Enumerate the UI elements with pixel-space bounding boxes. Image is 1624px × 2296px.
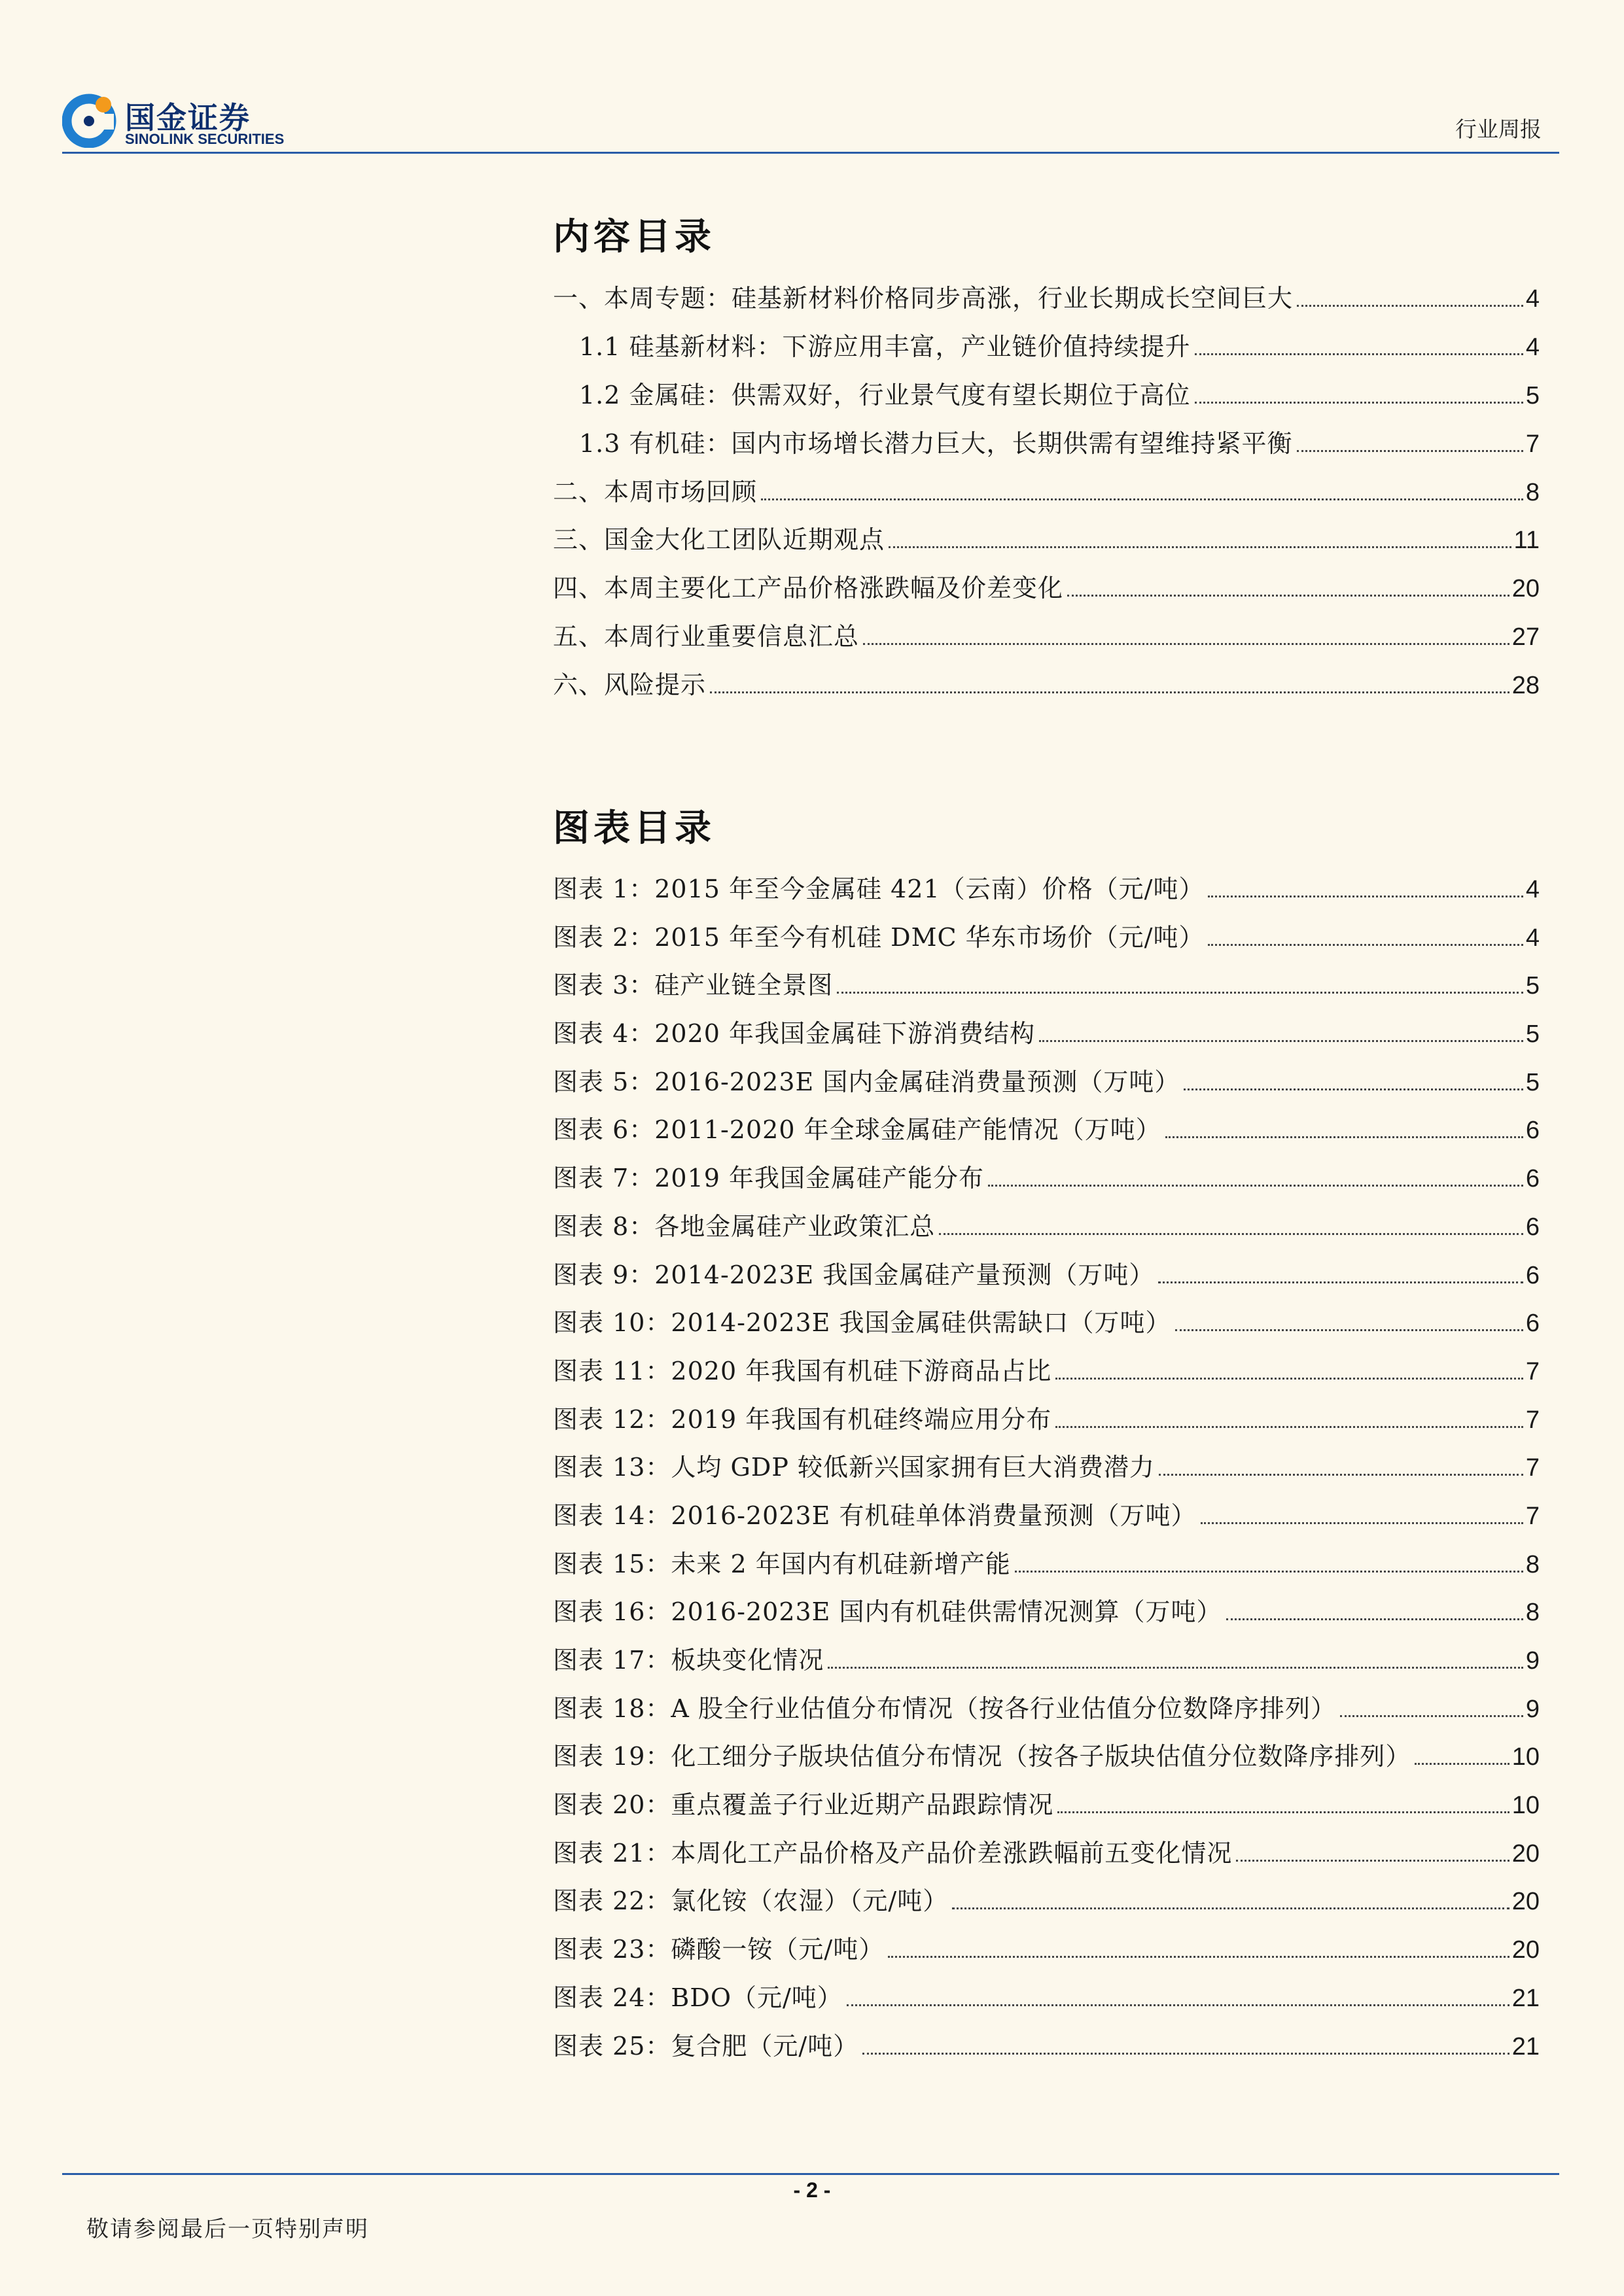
contents-entry[interactable]	[553, 568, 1540, 616]
chart-entry[interactable]	[553, 965, 1540, 1013]
chart-entry[interactable]	[553, 1109, 1540, 1158]
dot-leader	[1055, 1378, 1523, 1380]
dot-leader	[1297, 305, 1523, 307]
dot-leader	[1208, 896, 1523, 897]
dot-leader	[710, 691, 1509, 693]
chart-entry[interactable]	[553, 1688, 1540, 1737]
contents-entry[interactable]	[553, 519, 1540, 568]
entry-page-number[interactable]: 7	[1525, 1406, 1540, 1434]
dot-leader	[1015, 1571, 1523, 1573]
sinolink-logo-icon	[62, 92, 118, 148]
entry-title[interactable]: 1.3 有机硅：国内市场增长潜力巨大，长期供需有望维持紧平衡	[579, 428, 1293, 458]
entry-page-number[interactable]: 28	[1511, 672, 1540, 700]
entry-page-number[interactable]: 4	[1525, 924, 1540, 952]
entry-page-number[interactable]: 9	[1525, 1695, 1540, 1723]
entry-title[interactable]: 图表 6：2011-2020 年全球金属硅产能情况（万吨）	[553, 1115, 1161, 1145]
entry-page-number[interactable]: 8	[1525, 1599, 1540, 1627]
contents-list	[553, 278, 1540, 713]
chart-entry[interactable]	[553, 869, 1540, 917]
disclaimer-text: 敬请参阅最后一页特别声明	[86, 2216, 369, 2242]
dot-leader	[1165, 1136, 1523, 1138]
chart-entry[interactable]	[553, 1158, 1540, 1206]
chart-entry[interactable]	[553, 917, 1540, 965]
entry-page-number[interactable]: 20	[1511, 1936, 1540, 1964]
entry-title[interactable]: 图表 3：硅产业链全景图	[553, 971, 834, 1000]
entry-title[interactable]: 图表 14：2016-2023E 有机硅单体消费量预测（万吨）	[553, 1501, 1197, 1530]
dot-leader	[1236, 1860, 1509, 1862]
chart-entry[interactable]	[553, 2026, 1540, 2074]
chart-entry[interactable]	[553, 1640, 1540, 1688]
entry-page-number[interactable]: 20	[1511, 1888, 1540, 1916]
entry-title[interactable]: 一、本周专题：硅基新材料价格同步高涨，行业长期成长空间巨大	[553, 284, 1294, 313]
entry-title[interactable]: 图表 25：复合肥（元/吨）	[553, 2031, 859, 2061]
entry-title[interactable]: 图表 24：BDO（元/吨）	[553, 1983, 843, 2012]
chart-entry[interactable]	[553, 1062, 1540, 1110]
chart-entry[interactable]	[553, 1736, 1540, 1784]
dot-leader	[761, 498, 1523, 500]
dot-leader	[1195, 402, 1523, 404]
entry-title[interactable]: 图表 1：2015 年至今金属硅 421（云南）价格（元/吨）	[553, 875, 1205, 903]
dot-leader	[1158, 1281, 1523, 1283]
entry-title[interactable]: 图表 2：2015 年至今有机硅 DMC 华东市场价（元/吨）	[553, 922, 1205, 952]
chart-entry[interactable]	[553, 1447, 1540, 1495]
logo-chinese-name: 国金证券	[125, 100, 251, 135]
entry-title[interactable]: 图表 18：A 股全行业估值分布情况（按各行业估值分位数降序排列）	[553, 1694, 1336, 1723]
entry-page-number[interactable]: 21	[1511, 1984, 1540, 2012]
logo-english-name: SINOLINK SECURITIES	[125, 131, 285, 147]
dot-leader	[1039, 1040, 1523, 1042]
entry-page-number[interactable]: 5	[1525, 972, 1540, 1000]
report-type-label: 行业周报	[1455, 116, 1542, 142]
entry-page-number[interactable]: 4	[1525, 285, 1540, 313]
entry-title[interactable]: 图表 23：磷酸一铵（元/吨）	[553, 1935, 885, 1964]
charts-title: 图表目录	[553, 807, 715, 850]
dot-leader	[828, 1667, 1523, 1669]
contents-entry[interactable]	[553, 665, 1540, 713]
entry-title[interactable]: 二、本周市场回顾	[553, 477, 758, 506]
entry-title[interactable]: 图表 7：2019 年我国金属硅产能分布	[553, 1164, 985, 1193]
charts-list	[553, 869, 1540, 2074]
dot-leader	[1067, 595, 1509, 597]
contents-entry[interactable]	[553, 423, 1540, 472]
dot-leader	[863, 643, 1509, 645]
entry-page-number[interactable]: 8	[1525, 478, 1540, 506]
entry-page-number[interactable]: 6	[1525, 1310, 1540, 1338]
entry-title[interactable]: 图表 19：化工细分子版块估值分布情况（按各子版块估值分位数降序排列）	[553, 1742, 1411, 1771]
dot-leader	[939, 1233, 1523, 1235]
entry-page-number[interactable]: 6	[1525, 1117, 1540, 1145]
dot-leader	[1057, 1811, 1509, 1813]
entry-page-number[interactable]: 4	[1525, 333, 1540, 361]
header-divider	[62, 152, 1559, 154]
contents-title: 内容目录	[553, 215, 715, 258]
entry-page-number[interactable]: 9	[1525, 1647, 1540, 1675]
page-number: - 2 -	[793, 2178, 831, 2202]
entry-page-number[interactable]: 7	[1525, 1454, 1540, 1482]
dot-leader	[889, 546, 1511, 548]
footer-divider	[62, 2173, 1559, 2175]
dot-leader	[1201, 1522, 1523, 1524]
entry-page-number[interactable]: 7	[1525, 430, 1540, 458]
chart-entry[interactable]	[553, 1544, 1540, 1592]
dot-leader	[1415, 1763, 1509, 1765]
chart-entry[interactable]	[553, 1206, 1540, 1255]
chart-entry[interactable]	[553, 1495, 1540, 1544]
contents-entry[interactable]	[553, 616, 1540, 665]
entry-title[interactable]: 1.1 硅基新材料：下游应用丰富，产业链价值持续提升	[579, 332, 1191, 361]
entry-page-number[interactable]: 6	[1525, 1165, 1540, 1193]
entry-title[interactable]: 图表 21：本周化工产品价格及产品价差涨跌幅前五变化情况	[553, 1838, 1233, 1868]
dot-leader	[952, 1907, 1509, 1909]
dot-leader	[1226, 1618, 1523, 1620]
entry-page-number[interactable]: 7	[1525, 1502, 1540, 1530]
dot-leader	[1175, 1329, 1523, 1331]
entry-page-number[interactable]: 10	[1511, 1792, 1540, 1820]
dot-leader	[1055, 1426, 1523, 1428]
contents-entry[interactable]	[553, 278, 1540, 326]
dot-leader	[1195, 353, 1523, 355]
entry-page-number[interactable]: 6	[1525, 1213, 1540, 1241]
entry-title[interactable]: 图表 15：未来 2 年国内有机硅新增产能	[553, 1549, 1011, 1578]
contents-entry[interactable]	[553, 326, 1540, 375]
contents-entry[interactable]	[553, 375, 1540, 423]
dot-leader	[1184, 1088, 1523, 1090]
dot-leader	[862, 2053, 1509, 2055]
entry-title[interactable]: 五、本周行业重要信息汇总	[553, 622, 860, 652]
entry-page-number[interactable]: 20	[1511, 1839, 1540, 1868]
entry-page-number[interactable]: 5	[1525, 381, 1540, 409]
chart-entry[interactable]	[553, 1399, 1540, 1448]
entry-title[interactable]: 图表 9：2014-2023E 我国金属硅产量预测（万吨）	[553, 1260, 1155, 1289]
entry-page-number[interactable]: 5	[1525, 1068, 1540, 1096]
entry-title[interactable]: 图表 13：人均 GDP 较低新兴国家拥有巨大消费潜力	[553, 1453, 1155, 1482]
entry-title[interactable]: 四、本周主要化工产品价格涨跌幅及价差变化	[553, 574, 1064, 603]
chart-entry[interactable]	[553, 1592, 1540, 1640]
dot-leader	[988, 1185, 1523, 1187]
entry-title[interactable]: 图表 10：2014-2023E 我国金属硅供需缺口（万吨）	[553, 1308, 1171, 1338]
entry-title[interactable]: 图表 20：重点覆盖子行业近期产品跟踪情况	[553, 1790, 1054, 1820]
entry-page-number[interactable]: 20	[1511, 575, 1540, 603]
entry-title[interactable]: 图表 8：各地金属硅产业政策汇总	[553, 1211, 936, 1241]
entry-title[interactable]: 1.2 金属硅：供需双好，行业景气度有望长期位于高位	[579, 380, 1191, 409]
dot-leader	[1159, 1474, 1523, 1476]
dot-leader	[837, 992, 1523, 994]
entry-page-number[interactable]: 27	[1511, 623, 1540, 652]
chart-entry[interactable]	[553, 1881, 1540, 1929]
chart-entry[interactable]	[553, 1784, 1540, 1833]
dot-leader	[1340, 1715, 1523, 1717]
entry-page-number[interactable]: 7	[1525, 1357, 1540, 1385]
dot-leader	[1208, 944, 1523, 946]
chart-entry[interactable]	[553, 1013, 1540, 1062]
company-logo	[62, 92, 294, 150]
entry-page-number[interactable]: 8	[1525, 1550, 1540, 1578]
entry-page-number[interactable]: 11	[1513, 527, 1540, 555]
entry-page-number[interactable]: 21	[1511, 2032, 1540, 2061]
chart-entry[interactable]	[553, 1977, 1540, 2026]
contents-entry[interactable]	[553, 472, 1540, 520]
entry-title[interactable]: 图表 22：氯化铵（农湿）（元/吨）	[553, 1887, 949, 1916]
chart-entry[interactable]	[553, 1351, 1540, 1399]
entry-title[interactable]: 图表 17：板块变化情况	[553, 1646, 824, 1675]
chart-entry[interactable]	[553, 1833, 1540, 1881]
entry-title[interactable]: 六、风险提示	[553, 670, 707, 700]
entry-title[interactable]: 图表 16：2016-2023E 国内有机硅供需情况测算（万吨）	[553, 1597, 1222, 1627]
dot-leader	[1297, 450, 1523, 452]
entry-page-number[interactable]: 4	[1525, 876, 1540, 903]
entry-title[interactable]: 图表 11：2020 年我国有机硅下游商品占比	[553, 1356, 1052, 1385]
chart-entry[interactable]	[553, 1255, 1540, 1303]
chart-entry[interactable]	[553, 1302, 1540, 1351]
dot-leader	[888, 1956, 1509, 1958]
dot-leader	[847, 2004, 1509, 2006]
entry-page-number[interactable]: 6	[1525, 1261, 1540, 1289]
entry-page-number[interactable]: 5	[1525, 1020, 1540, 1049]
entry-title[interactable]: 三、国金大化工团队近期观点	[553, 525, 885, 555]
entry-title[interactable]: 图表 12：2019 年我国有机硅终端应用分布	[553, 1404, 1052, 1434]
entry-title[interactable]: 图表 4：2020 年我国金属硅下游消费结构	[553, 1019, 1036, 1049]
chart-entry[interactable]	[553, 1929, 1540, 1977]
entry-page-number[interactable]: 10	[1511, 1743, 1540, 1771]
entry-title[interactable]: 图表 5：2016-2023E 国内金属硅消费量预测（万吨）	[553, 1067, 1180, 1096]
